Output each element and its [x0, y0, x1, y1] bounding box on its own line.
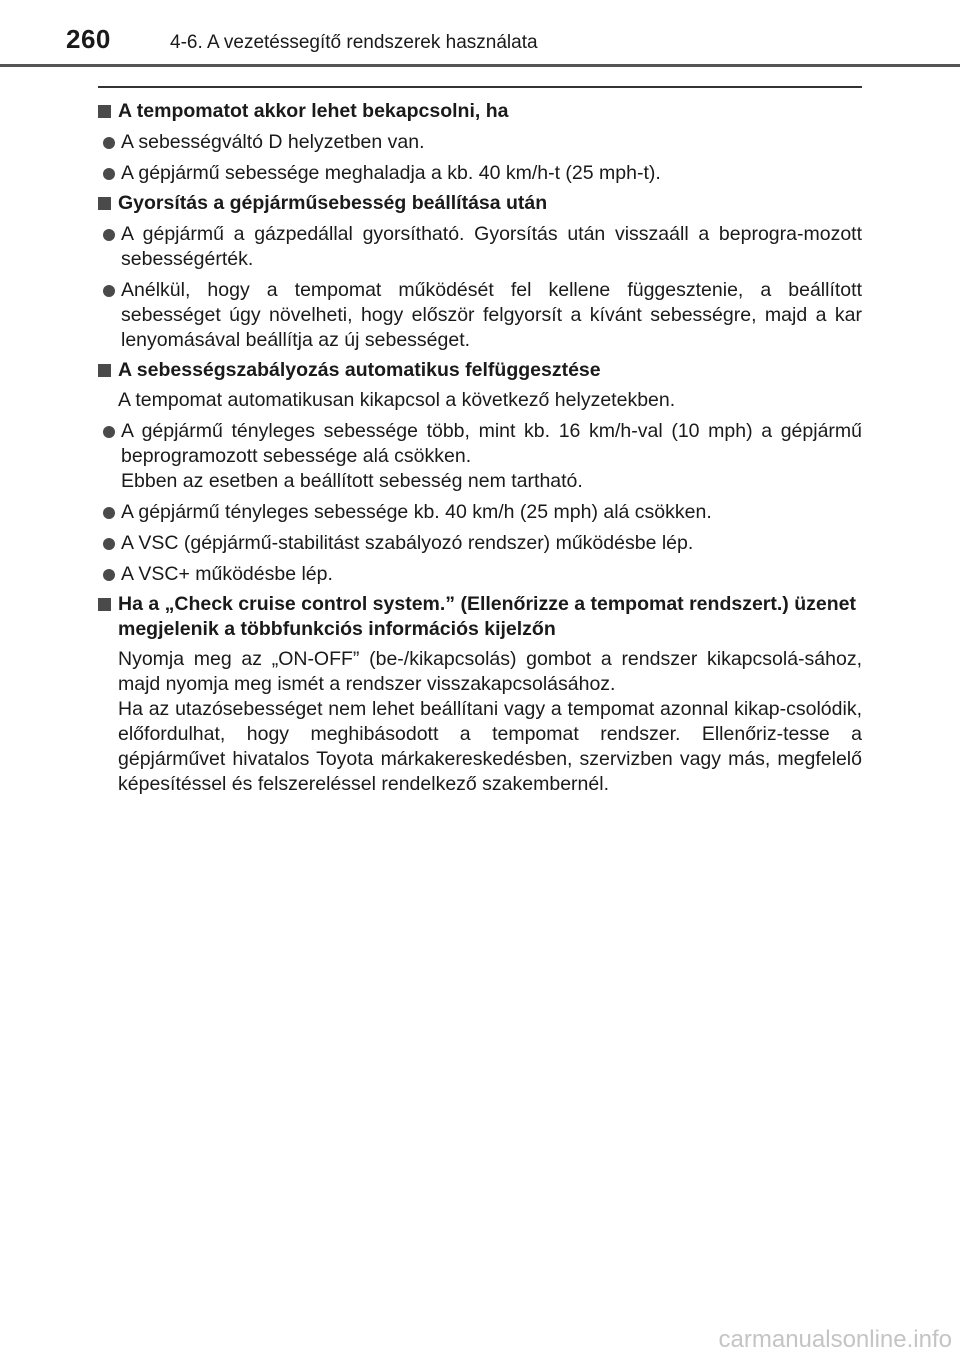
section-gyorsitas [98, 191, 862, 353]
header-rule [0, 64, 960, 67]
round-bullet-icon [103, 229, 115, 241]
list-item-text: A VSC+ működésbe lép. [121, 563, 333, 585]
round-bullet-icon [103, 137, 115, 149]
round-bullet-icon [103, 538, 115, 550]
list-item-text: A gépjármű tényleges sebessége több, mint kb. 16 km/h-val (10 mph) a gépjármű beprogramozott sebessége alá csökken. Ebben az esetben a beállított sebesség nem tartható. [121, 420, 862, 492]
round-bullet-icon [103, 285, 115, 297]
page-header [0, 0, 960, 66]
section-heading-text: A sebességszabályozás automatikus felfüggesztése [118, 359, 601, 381]
section-felfuggesztes [98, 358, 862, 587]
list-item-text: Anélkül, hogy a tempomat működését fel kellene függesztenie, a beállított sebességet úgy növelheti, hogy először felgyorsít a kívánt sebességre, majd a kar lenyomásával beállítja az új sebességet. [121, 279, 862, 351]
section-paragraph: Nyomja meg az „ON-OFF” (be-/kikapcsolás) gombot a rendszer kikapcsolá-sához, majd nyomja meg ismét a rendszer visszakapcsolásához. Ha az utazósebességet nem lehet beállítani vagy a tempomat azonnal kikap-csolódik, előfordulhat, hogy meghibásodott a tempomat rendszer. Ellenőriz-tesse a gépjárművet hivatalos Toyota márkakereskedésben, szervizben vagy más, megfelelő képesítéssel és felszereléssel rendelkező szakembernél. [118, 648, 862, 795]
list-item-text: A sebességváltó D helyzetben van. [121, 131, 425, 153]
content-top-rule [98, 86, 862, 88]
page-content [98, 94, 862, 797]
list-item [98, 500, 862, 525]
section-heading [98, 99, 862, 124]
list-item-text: A gépjármű tényleges sebessége kb. 40 km/h (25 mph) alá csökken. [121, 501, 712, 523]
square-bullet-icon [98, 364, 111, 377]
round-bullet-icon [103, 507, 115, 519]
list-item-text: A gépjármű a gázpedállal gyorsítható. Gyorsítás után visszaáll a beprogra-mozott sebességérték. [121, 223, 862, 270]
list-item [98, 562, 862, 587]
section-heading-text: Ha a „Check cruise control system.” (Ellenőrizze a tempomat rendszert.) üzenet megjelenik a többfunkciós információs kijelzőn [118, 593, 856, 640]
list-item [98, 222, 862, 272]
section-intro: A tempomat automatikusan kikapcsol a következő helyzetekben. [118, 389, 676, 411]
section-title: 4-6. A vezetéssegítő rendszerek használata [170, 32, 538, 53]
square-bullet-icon [98, 598, 111, 611]
round-bullet-icon [103, 168, 115, 180]
square-bullet-icon [98, 197, 111, 210]
list-item-text: A gépjármű sebessége meghaladja a kb. 40 km/h-t (25 mph-t). [121, 162, 661, 184]
list-item [98, 130, 862, 155]
section-heading-text: A tempomatot akkor lehet bekapcsolni, ha [118, 100, 509, 122]
list-item [98, 419, 862, 494]
section-check-cruise [98, 592, 862, 797]
round-bullet-icon [103, 426, 115, 438]
section-heading-text: Gyorsítás a gépjárműsebesség beállítása után [118, 192, 548, 214]
section-heading [98, 358, 862, 383]
list-item [98, 278, 862, 353]
square-bullet-icon [98, 105, 111, 118]
section-bekapcsolas [98, 99, 862, 186]
list-item [98, 161, 862, 186]
section-heading [98, 592, 862, 642]
page-number: 260 [66, 24, 111, 54]
list-item-text: A VSC (gépjármű-stabilitást szabályozó rendszer) működésbe lép. [121, 532, 694, 554]
list-item [98, 531, 862, 556]
round-bullet-icon [103, 569, 115, 581]
section-heading [98, 191, 862, 216]
watermark: carmanualsonline.info [718, 1326, 952, 1353]
